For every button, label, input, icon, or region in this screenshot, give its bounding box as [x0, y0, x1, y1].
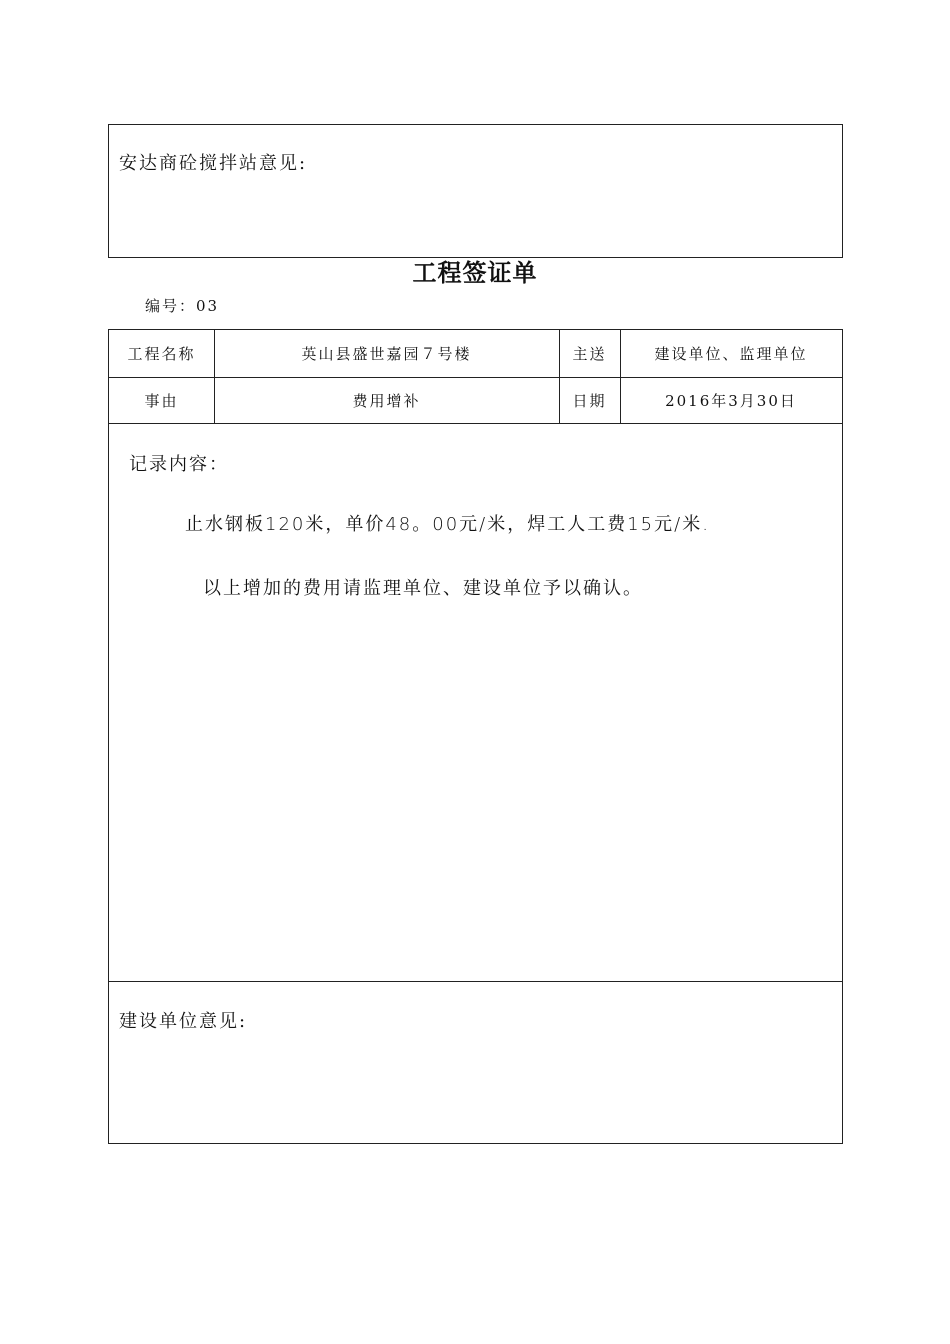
- row-divider: [109, 423, 842, 424]
- certificate-form: [108, 329, 843, 1144]
- concrete-station-opinion-label: 安达商砼搅拌站意见:: [119, 153, 308, 174]
- send-to-value: 建设单位、监理单位: [654, 345, 808, 363]
- date-value: 2016年3月30日: [665, 391, 797, 410]
- row-divider: [109, 981, 842, 982]
- reason-label: 事由: [144, 391, 179, 410]
- reason-value: 费用增补: [352, 391, 421, 410]
- document-number: 编号：03: [145, 297, 220, 315]
- record-content-line-2: 以上增加的费用请监理单位、建设单位予以确认。: [203, 578, 643, 599]
- concrete-station-opinion-box: [108, 124, 843, 258]
- project-name-value: 英山县盛世嘉园７号楼: [301, 345, 472, 363]
- record-content-label: 记录内容：: [129, 454, 229, 475]
- record-content-line-1: 止水钢板120米，单价48。00元/米，焊工人工费15元/米.: [185, 514, 710, 535]
- send-to-label: 主送: [572, 345, 607, 363]
- date-label: 日期: [572, 391, 607, 410]
- owner-opinion-label: 建设单位意见:: [119, 1011, 248, 1032]
- project-name-label: 工程名称: [127, 345, 196, 363]
- document-title: 工程签证单: [412, 259, 538, 287]
